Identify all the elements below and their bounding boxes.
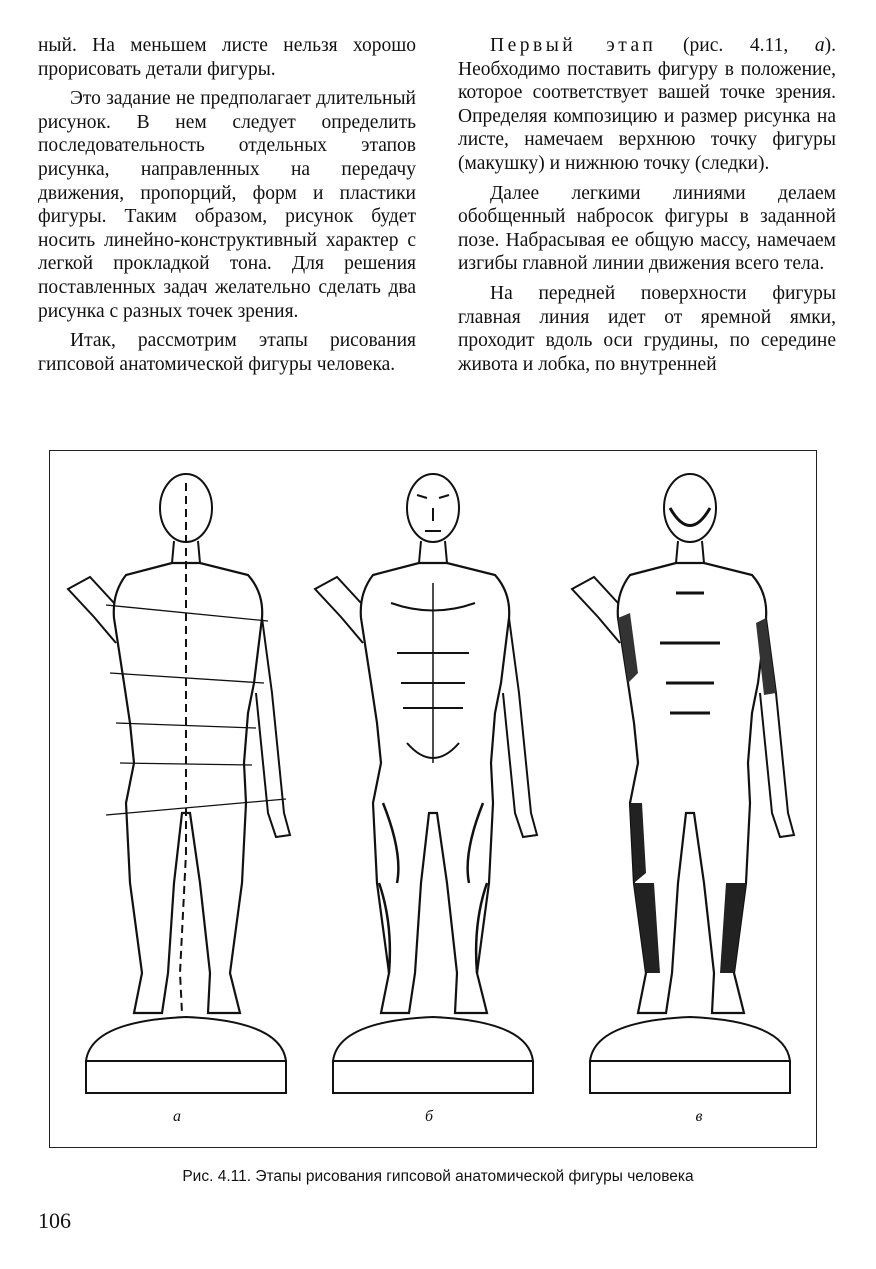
right-paragraph-1-rest: ). Необходимо поставить фигуру в положение, которое соответствует вашей точке зрения. Определяя композицию и размер рисунка на листе, намечаем верхнюю точку фигуры (макушку) и нижнюю точку (следки). [458,35,836,174]
left-paragraph-2: Это задание не предполагает длительный рисунок. В нем следует определить последовательность отдельных этапов рисунка, направленных на передачу движения, пропорций, форм и пластики фигуры. Таким образом, рисунок будет носить линейно-конструктивный характер с легкой прокладкой тона. Для решения поставленных задач желательно сделать два рисунка с разных точек зрения. [38,88,416,322]
left-paragraph-3: Итак, рассмотрим этапы рисования гипсовой анатомической фигуры человека. [38,330,416,375]
anatomical-figures-illustration [50,451,818,1149]
right-text-column [458,34,836,376]
page-number: 106 [38,1208,71,1233]
right-paragraph-2: Далее легкими линиями делаем обобщенный набросок фигуры в заданной позе. Набрасывая ее общую массу, намечаем изгибы главной линии движения всего тела. [458,182,836,275]
left-text-column [38,34,416,376]
figure-a-label: а [173,1108,181,1125]
figure-b-label: б [424,1108,434,1125]
figure-frame [49,450,817,1148]
right-paragraph-3: На передней поверхности фигуры главная линия идет от яремной ямки, проходит вдоль оси грудины, по середине живота и лобка, по внутренней [458,282,836,375]
figure-caption: Рис. 4.11. Этапы рисования гипсовой анатомической фигуры человека [182,1168,694,1185]
figure-a-sketch [68,474,290,1093]
stage-heading: Первый этап [490,35,657,56]
figure-b-construction [315,474,537,1093]
figure-ref-letter: а [814,35,825,56]
figure-ref-prefix: (рис. 4.11, [656,35,815,56]
figure-c-tonal [572,474,794,1093]
right-paragraph-1 [458,34,836,176]
figure-c-label: в [695,1108,703,1125]
left-paragraph-1: ный. На меньшем листе нельзя хорошо прорисовать детали фигуры. [38,35,416,80]
